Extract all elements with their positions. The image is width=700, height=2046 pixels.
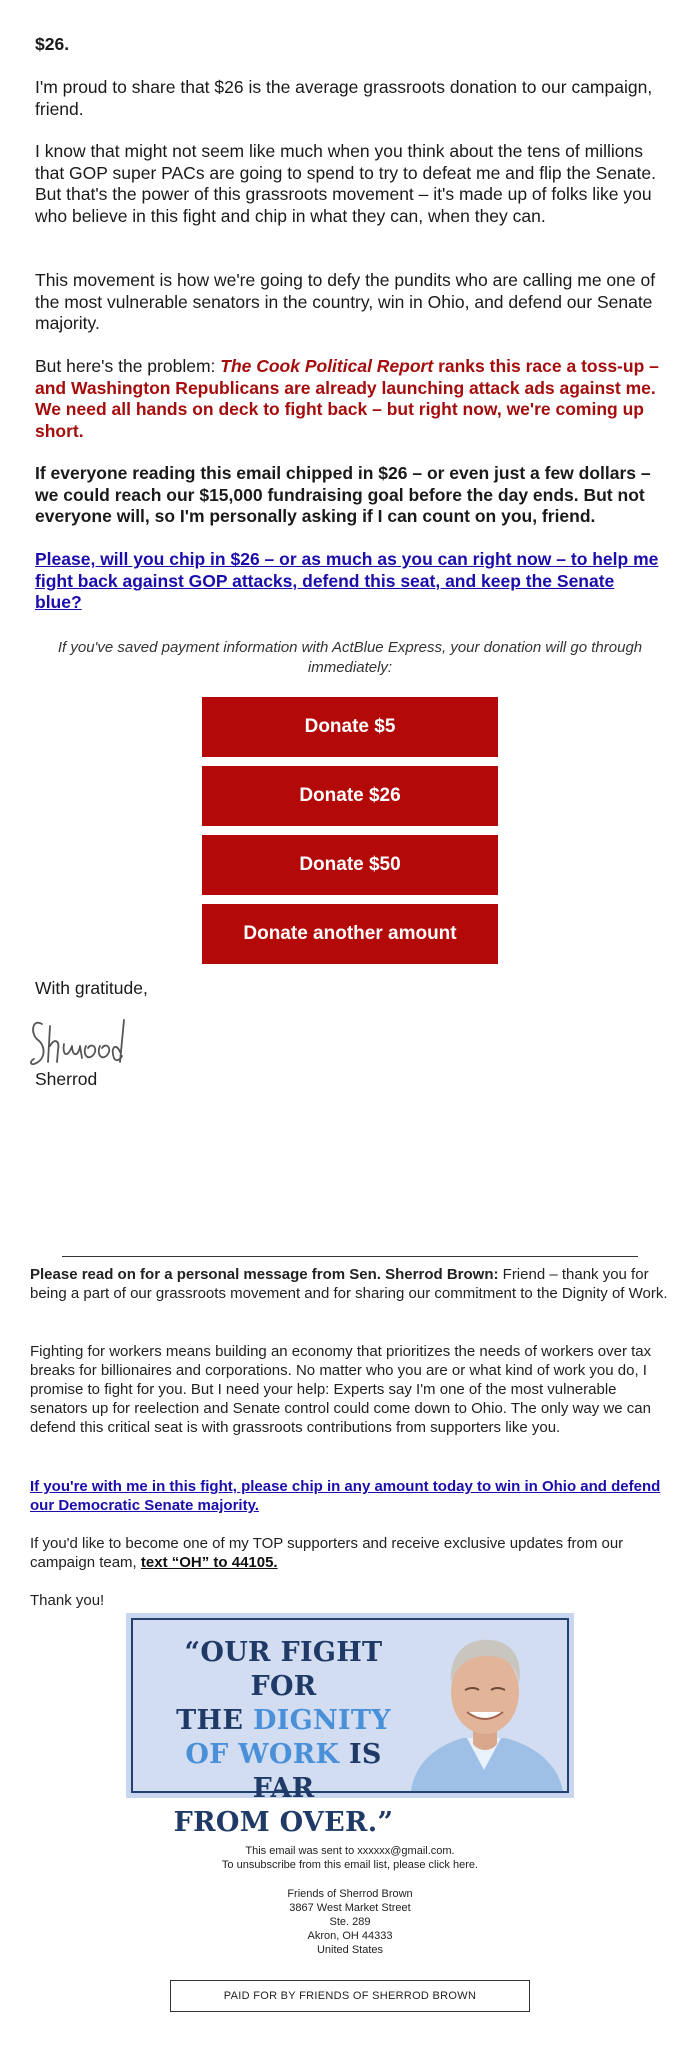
footer-notice bbox=[0, 1844, 700, 1872]
problem-text bbox=[35, 356, 665, 442]
paragraph-2 bbox=[35, 141, 665, 227]
top-supporter-intro: If you'd like to become one of my TOP supporters and receive exclusive updates from our campaign team, bbox=[30, 1535, 624, 1571]
donate-26-button[interactable]: Donate $26 bbox=[202, 766, 498, 826]
portrait-image bbox=[401, 1620, 567, 1791]
personal-paragraph-2-text: Fighting for workers means building an economy that prioritizes the needs of workers over tax breaks for billionaires and corporations. No matter who you are or what kind of work you do, I promise to fight for you. But I need your help: Experts say I'm one of the most vulnerable senators up for reelection and Senate control could come down to Ohio. The only way we can defend this critical seat is with grassroots contributions from supporters like you. bbox=[30, 1343, 652, 1436]
paragraph-3 bbox=[35, 270, 665, 335]
quote-line-1: “OUR FIGHT FOR bbox=[184, 1637, 383, 1702]
goal-text: If everyone reading this email chipped in $26 – or even just a few dollars – we could reach our $15,000 fundraising goal before the day ends. But not everyone will, so I'm personally asking if I can count on you, friend. bbox=[35, 463, 651, 526]
banner-frame bbox=[131, 1618, 569, 1838]
problem-paragraph bbox=[35, 356, 665, 442]
actblue-express-note: If you've saved payment information with ActBlue Express, your donation will go through immediately: bbox=[57, 639, 643, 676]
banner-quote bbox=[151, 1636, 416, 1840]
signoff-name: Sherrod bbox=[35, 1069, 98, 1089]
donate-other-amount-button[interactable]: Donate another amount bbox=[202, 904, 498, 964]
closing-text: With gratitude, bbox=[35, 978, 148, 998]
paragraph-1 bbox=[35, 77, 665, 120]
personal-message-intro bbox=[30, 1265, 670, 1303]
signoff bbox=[35, 1069, 665, 1091]
closing bbox=[35, 978, 665, 1000]
thank-you bbox=[30, 1591, 670, 1610]
org-name: Friends of Sherrod Brown bbox=[287, 1888, 413, 1900]
thank-you-text: Thank you! bbox=[30, 1592, 105, 1609]
quote-line-2b: DIGNITY bbox=[252, 1705, 391, 1736]
quote-line-2 bbox=[151, 1704, 416, 1738]
publication-name: The Cook Political Report bbox=[220, 356, 434, 376]
paragraph-3-text: This movement is how we're going to defy the pundits who are calling me one of the most vulnerable senators in the country, win in Ohio, and defend our Senate majority. bbox=[35, 270, 656, 333]
donate-ask-link[interactable]: Please, will you chip in $26 – or as much as you can right now – to help me fight back against GOP attacks, defend this seat, and keep the Senate blue? bbox=[35, 549, 659, 612]
quote-line-4: FROM OVER.” bbox=[173, 1807, 394, 1838]
personal-intro-rest: Friend – thank you for being a part of our grassroots movement and for sharing our commitment to the Dignity of Work. bbox=[30, 1266, 668, 1302]
personal-link-paragraph bbox=[30, 1477, 670, 1515]
unsubscribe-link[interactable]: To unsubscribe from this email list, please click here. bbox=[221, 1859, 479, 1871]
quote-line-2a: THE bbox=[176, 1705, 253, 1736]
quote-line-3 bbox=[151, 1738, 416, 1806]
amount-heading bbox=[35, 34, 665, 56]
chip-in-link[interactable]: If you're with me in this fight, please chip in any amount today to win in Ohio and defend our Democratic Senate majority. bbox=[30, 1478, 661, 1514]
goal-paragraph bbox=[35, 463, 665, 528]
amount-heading-text: $26. bbox=[35, 34, 70, 54]
street-address: 3867 West Market Street bbox=[289, 1902, 411, 1914]
personal-paragraph-2 bbox=[30, 1342, 670, 1437]
problem-intro: But here's the problem: bbox=[35, 356, 221, 376]
country-address: United States bbox=[316, 1944, 384, 1956]
footer-address bbox=[0, 1887, 700, 1957]
text-oh-link[interactable]: text “OH” to 44105. bbox=[140, 1554, 278, 1571]
donate-5-button[interactable]: Donate $5 bbox=[202, 697, 498, 757]
suite-address: Ste. 289 bbox=[329, 1916, 371, 1928]
paragraph-2-text: I know that might not seem like much when you think about the tens of millions that GOP super PACs are going to spend to try to defeat me and flip the Senate. But that's the power of this grassroots movement – it's made up of folks like you who believe in this fight and chip in what they can, when they can. bbox=[35, 141, 656, 226]
city-address: Akron, OH 44333 bbox=[307, 1930, 393, 1942]
top-supporter-paragraph bbox=[30, 1534, 670, 1572]
top-supporter-text bbox=[30, 1534, 670, 1572]
paid-for-disclaimer: PAID FOR BY FRIENDS OF SHERROD BROWN bbox=[170, 1980, 530, 2012]
ask-paragraph bbox=[35, 549, 665, 614]
dignity-of-work-banner bbox=[126, 1613, 574, 1838]
quote-line-3a: OF WORK bbox=[185, 1739, 340, 1770]
signature-image bbox=[28, 1012, 132, 1074]
quote-line-3b: IS FAR bbox=[252, 1739, 382, 1804]
paragraph-1-text: I'm proud to share that $26 is the average grassroots donation to our campaign, friend. bbox=[35, 77, 653, 119]
donate-50-button[interactable]: Donate $50 bbox=[202, 835, 498, 895]
problem-alert-text: ranks this race a toss-up – and Washington Republicans are already launching attack ads against me. We need all hands on deck to fight back – but right now, we're coming up short. bbox=[35, 356, 659, 441]
sent-to-text: This email was sent to xxxxxx@gmail.com. bbox=[245, 1845, 455, 1857]
section-divider bbox=[62, 1256, 638, 1257]
personal-intro-bold: Please read on for a personal message from Sen. Sherrod Brown: bbox=[30, 1266, 499, 1283]
personal-intro-text bbox=[30, 1265, 670, 1303]
